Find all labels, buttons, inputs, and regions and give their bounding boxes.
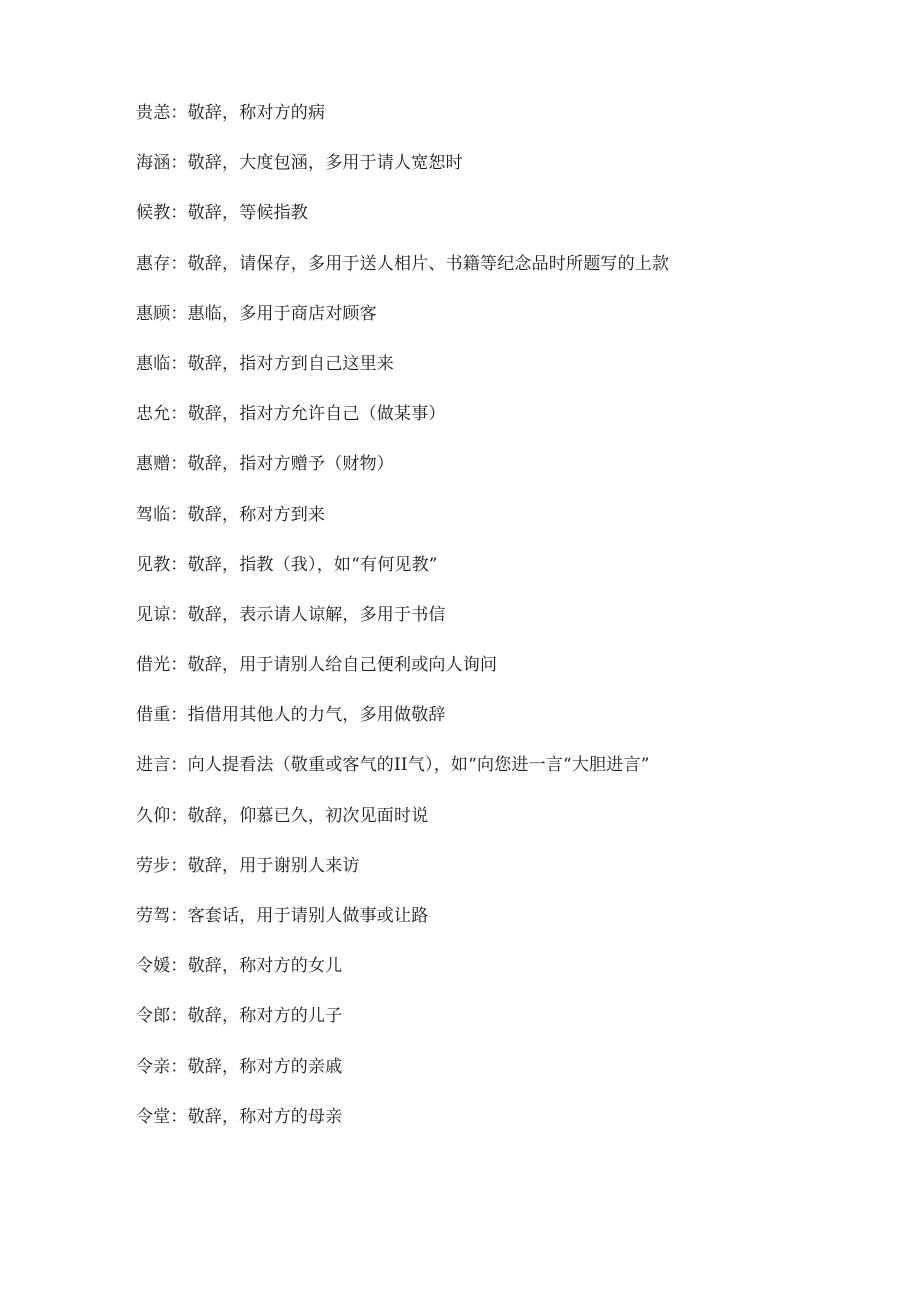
- glossary-entry: 借重：指借用其他人的力气，多用做敬辞: [136, 705, 446, 726]
- glossary-entry: 劳步：敬辞，用于谢别人来访: [136, 855, 360, 876]
- glossary-entry: 借光：敬辞，用于请别人给自己便利或向人询问: [136, 655, 498, 676]
- glossary-entry: 劳驾：客套话，用于请别人做事或让路: [136, 906, 429, 926]
- glossary-list: [136, 100, 876, 1154]
- glossary-entry: 忠允：敬辞，指对方允许自己（做某事）: [136, 404, 446, 425]
- glossary-entry: 惠赠：敬辞，指对方赠予（财物）: [136, 454, 394, 475]
- glossary-entry: 驾临：敬辞，称对方到来: [136, 504, 326, 525]
- glossary-entry: 贵恙：敬辞，称对方的病: [136, 103, 326, 123]
- glossary-entry: 久仰：敬辞，仰慕已久，初次见面时说: [136, 805, 429, 826]
- glossary-entry: 进言：向人提看法（敬重或客气的II气），如“向您进一言“大胆进言”: [136, 755, 650, 776]
- glossary-entry: 令郎：敬辞，称对方的儿子: [136, 1006, 343, 1027]
- glossary-entry: 惠顾：惠临，多用于商店对顾客: [136, 303, 377, 324]
- glossary-entry: 海涵：敬辞，大度包涵，多用于请人宽恕时: [136, 153, 463, 174]
- glossary-entry: 惠存：敬辞，请保存，多用于送人相片、书籍等纪念品时所题写的上款: [136, 253, 670, 274]
- glossary-entry: 惠临：敬辞，指对方到自己这里来: [136, 353, 394, 374]
- glossary-entry: 令堂：敬辞，称对方的母亲: [136, 1106, 343, 1127]
- glossary-entry: 候教：敬辞，等候指教: [136, 203, 308, 224]
- glossary-entry: 见谅：敬辞，表示请人谅解，多用于书信: [136, 604, 446, 625]
- glossary-entry: 令媛：敬辞，称对方的女儿: [136, 956, 343, 977]
- glossary-entry: 令亲：敬辞，称对方的亲戚: [136, 1056, 343, 1077]
- glossary-entry: 见教：敬辞，指教（我），如“有何见教”: [136, 554, 438, 575]
